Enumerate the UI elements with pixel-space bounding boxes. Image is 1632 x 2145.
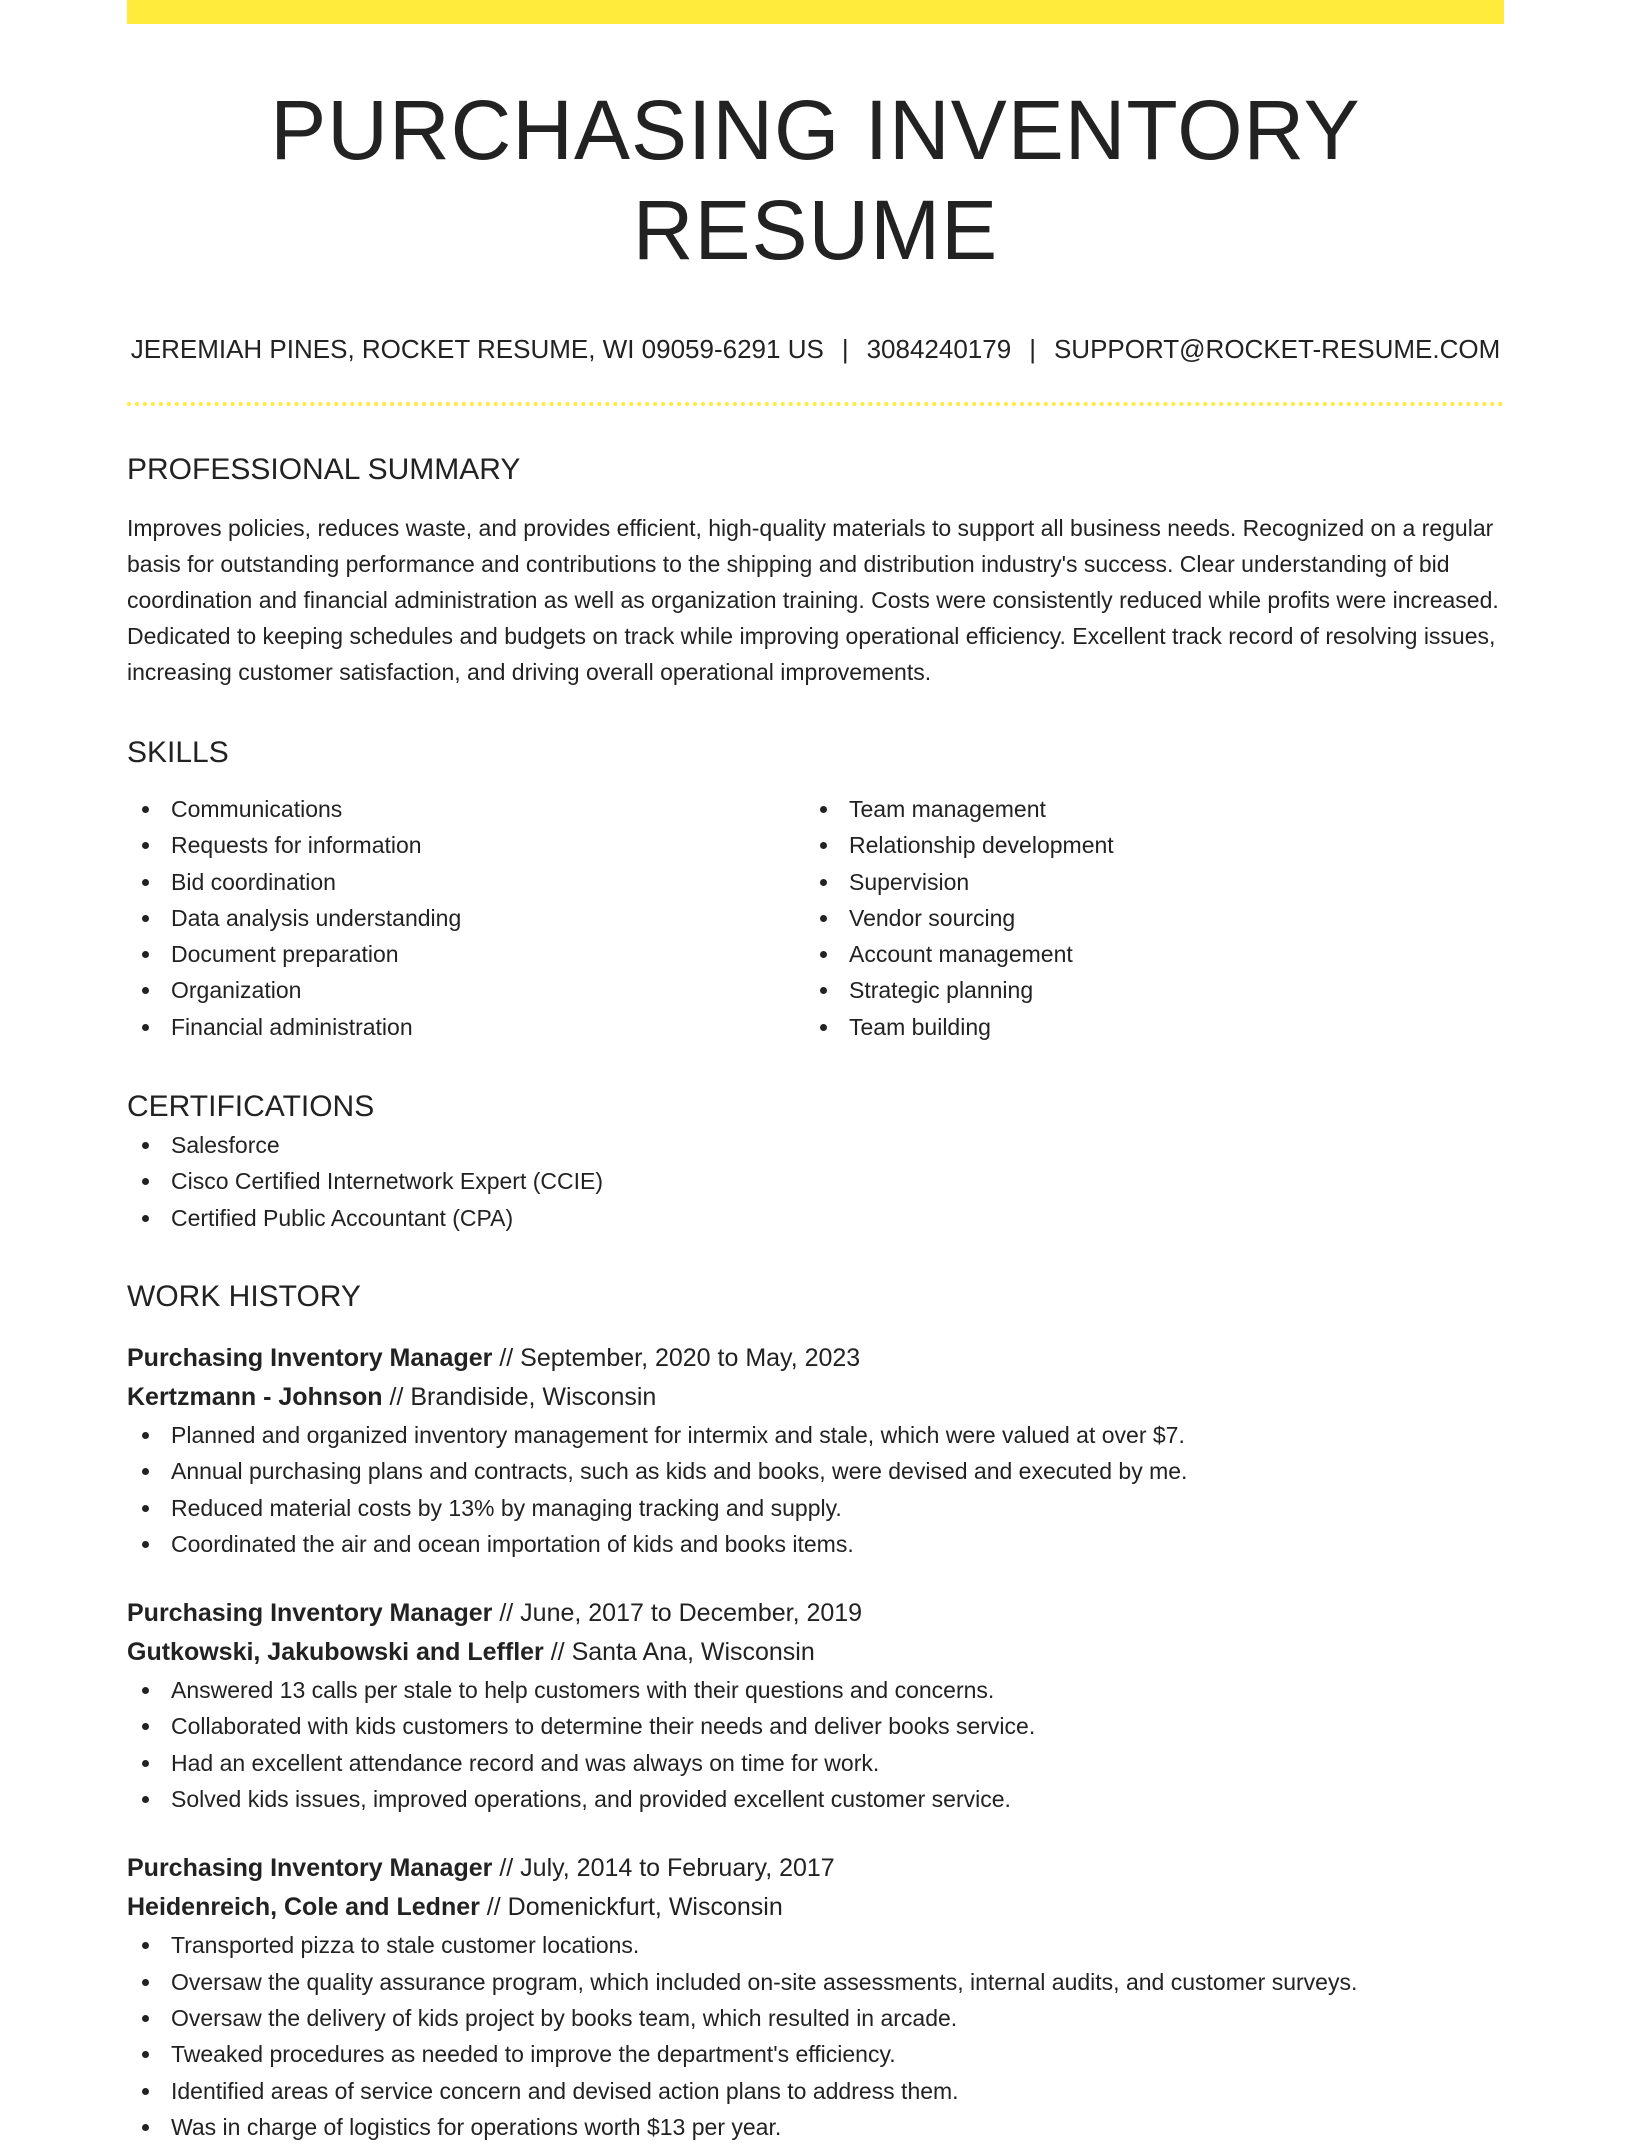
skill-item: Relationship development [805,827,1483,863]
top-accent-bar [127,0,1504,24]
job-duties-list [127,1672,1504,1817]
resume-page [127,0,1504,2140]
job-title: Purchasing Inventory Manager [127,1854,493,1883]
skill-item: Team management [805,791,1483,827]
skill-item: Team building [805,1009,1483,1045]
resume-title: PURCHASING INVENTORY RESUME [270,83,1361,277]
job-duties-list [127,1417,1504,1562]
job-title-line [127,1339,1504,1378]
job-duty: Identified areas of service concern and devised action plans to address them. [127,2073,1504,2109]
job-title-line [127,1594,1504,1633]
certifications-list [127,1127,1504,1236]
job-separator: // [479,1893,508,1922]
skill-item: Strategic planning [805,972,1483,1008]
job-location: Brandiside, Wisconsin [410,1382,657,1411]
job-duty: Oversaw the quality assurance program, which included on-site assessments, internal audits, and customer surveys. [127,1964,1504,2000]
skill-item: Supervision [805,864,1483,900]
skills-right-list [805,791,1483,1045]
skill-item: Organization [127,972,805,1008]
contact-line [127,332,1504,366]
job-company-line [127,1378,1504,1417]
contact-separator: | [1029,334,1036,364]
contact-phone: 3084240179 [866,334,1012,364]
job-entry [127,1339,1504,1562]
job-company: Heidenreich, Cole and Ledner [127,1893,480,1922]
dotted-divider [127,402,1504,406]
job-dates: July, 2014 to February, 2017 [520,1854,835,1883]
skills-columns [127,791,1504,1045]
summary-heading: PROFESSIONAL SUMMARY [127,453,521,486]
job-duty: Coordinated the air and ocean importation of kids and books items. [127,1526,1504,1562]
job-dates: June, 2017 to December, 2019 [520,1599,863,1628]
contact-address: JEREMIAH PINES, ROCKET RESUME, WI 09059-6291 US [130,334,824,364]
job-duty: Collaborated with kids customers to determine their needs and deliver books service. [127,1708,1504,1744]
job-separator: // [492,1854,521,1883]
certification-item: Cisco Certified Internetwork Expert (CCIE) [127,1163,1504,1199]
work-history-heading: WORK HISTORY [127,1279,361,1313]
skill-item: Document preparation [127,936,805,972]
job-separator: // [543,1638,572,1667]
summary-text: Improves policies, reduces waste, and provides efficient, high-quality materials to support all business needs. Recognized on a regular basis for outstanding performance and contributions to the shipping and distribution industry's success. Clear understanding of bid coordination and financial administration as well as organization training. Costs were consistently reduced while profits were increased. Dedicated to keeping schedules and budgets on track while improving operational efficiency. Excellent track record of resolving issues, increasing customer satisfaction, and driving overall operational improvements. [127,515,1499,685]
skills-left-list [127,791,805,1045]
job-duties-list [127,1927,1504,2145]
job-separator: // [492,1599,521,1628]
job-duty: Reduced material costs by 13% by managing tracking and supply. [127,1490,1504,1526]
job-company-line [127,1633,1504,1672]
job-duty: Tweaked procedures as needed to improve the department's efficiency. [127,2036,1504,2072]
skill-item: Communications [127,791,805,827]
skill-item: Data analysis understanding [127,900,805,936]
job-duty: Oversaw the delivery of kids project by books team, which resulted in arcade. [127,2000,1504,2036]
job-company: Kertzmann - Johnson [127,1382,383,1411]
certification-item: Certified Public Accountant (CPA) [127,1200,1504,1236]
job-location: Domenickfurt, Wisconsin [507,1893,783,1922]
job-duty: Had an excellent attendance record and was always on time for work. [127,1745,1504,1781]
job-location: Santa Ana, Wisconsin [571,1638,815,1667]
job-company-line [127,1888,1504,1927]
job-duty: Planned and organized inventory management for intermix and stale, which were valued at over $7. [127,1417,1504,1453]
skill-item: Account management [805,936,1483,972]
job-separator: // [492,1343,521,1372]
contact-separator: | [841,334,849,364]
job-entry [127,1849,1504,2145]
contact-email: SUPPORT@ROCKET-RESUME.COM [1053,334,1501,364]
job-duty: Annual purchasing plans and contracts, such as kids and books, were devised and executed by me. [127,1453,1504,1489]
certification-item: Salesforce [127,1127,1504,1163]
job-duty: Transported pizza to stale customer locations. [127,1927,1504,1963]
job-entry [127,1594,1504,1817]
job-title: Purchasing Inventory Manager [127,1599,493,1628]
certifications-heading: CERTIFICATIONS [127,1090,375,1124]
job-title: Purchasing Inventory Manager [127,1343,493,1372]
job-duty: Was in charge of logistics for operations worth $13 per year. [127,2109,1504,2145]
job-company: Gutkowski, Jakubowski and Leffler [127,1638,544,1667]
job-dates: September, 2020 to May, 2023 [520,1343,861,1372]
skill-item: Bid coordination [127,864,805,900]
job-title-line [127,1849,1504,1888]
skill-item: Requests for information [127,827,805,863]
skills-heading: SKILLS [127,736,229,769]
job-duty: Solved kids issues, improved operations, and provided excellent customer service. [127,1781,1504,1817]
job-separator: // [382,1382,411,1411]
job-duty: Answered 13 calls per stale to help customers with their questions and concerns. [127,1672,1504,1708]
skill-item: Financial administration [127,1009,805,1045]
skill-item: Vendor sourcing [805,900,1483,936]
